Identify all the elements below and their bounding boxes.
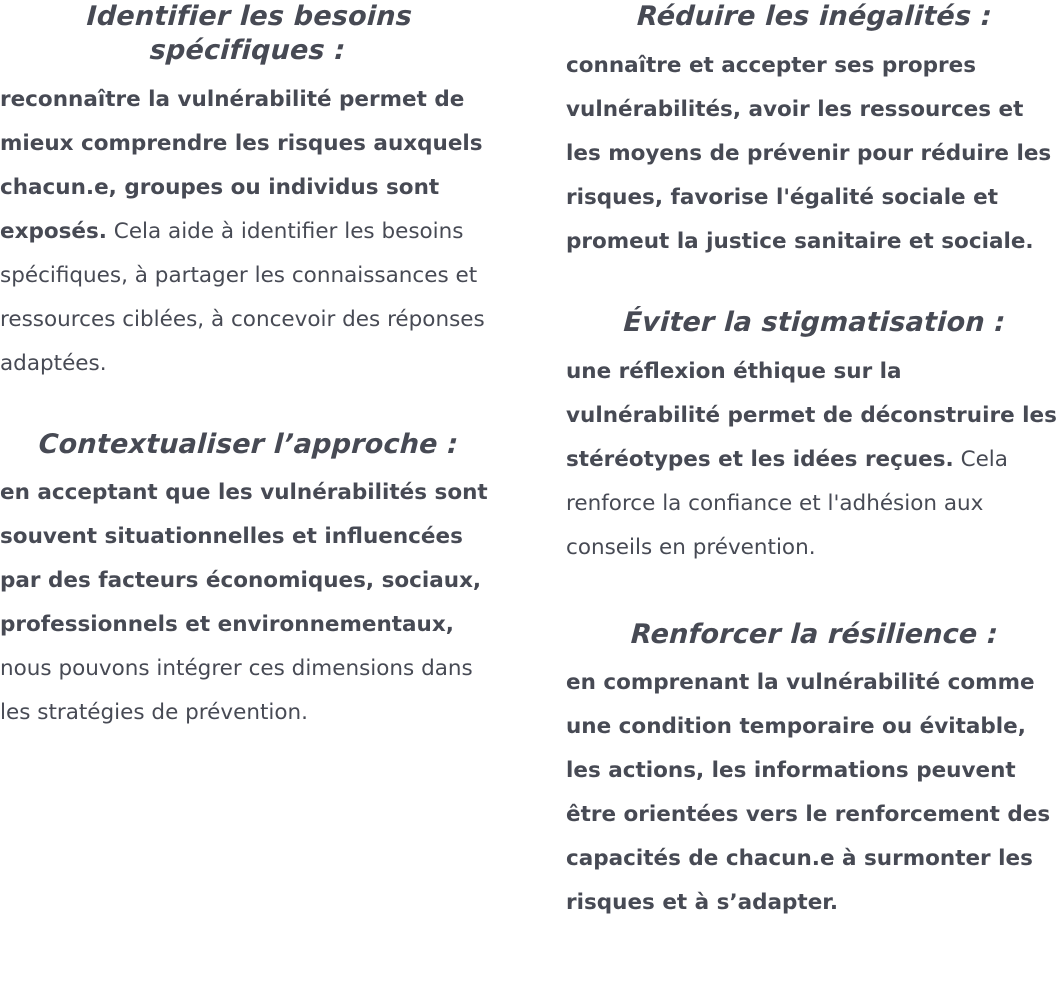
section-paragraph <box>0 471 497 735</box>
paragraph-regular-part: nous pouvons intégrer ces dimensions dans les stratégies de prévention. <box>0 656 473 726</box>
section-identifier-besoins <box>0 0 497 386</box>
section-paragraph <box>0 78 497 386</box>
section-heading: Renforcer la résilience : <box>630 618 999 650</box>
section-renforcer-resilience <box>566 618 1063 926</box>
paragraph-regular-part: Cela renforce la confiance et l'adhésion aux conseils en prévention. <box>566 446 1008 560</box>
paragraph-regular-part: Cela aide à identifier les besoins spécifiques, à partager les connaissances et ressources ciblées, à concevoir des réponses adaptées. <box>0 218 485 376</box>
section-paragraph <box>566 350 1063 570</box>
paragraph-bold-part: en acceptant que les vulnérabilités sont souvent situationnelles et influencées par des facteurs économiques, sociaux, professionnels et environnementaux, <box>0 480 488 638</box>
section-paragraph <box>566 661 1063 925</box>
section-reduire-inegalites <box>566 0 1063 264</box>
section-heading: Contextualiser l’approche : <box>37 428 460 460</box>
section-heading: Éviter la stigmatisation : <box>622 306 1007 338</box>
right-column <box>566 0 1063 925</box>
paragraph-bold-part: connaître et accepter ses propres vulnérabilités, avoir les ressources et les moyens de prévenir pour réduire les risques, favorise l'égalité sociale et promeut la justice sanitaire et sociale. <box>566 52 1052 254</box>
section-heading: Identifier les besoins spécifiques : <box>85 1 413 66</box>
paragraph-bold-part: reconnaître la vulnérabilité permet de mieux comprendre les risques auxquels chacun.e, groupes ou individus sont exposés. <box>0 86 483 244</box>
section-contextualiser-approche <box>0 428 497 736</box>
paragraph-bold-part: en comprenant la vulnérabilité comme une condition temporaire ou évitable, les actions, les informations peuvent être orientées vers le renforcement des capacités de chacun.e à surmonter les risques et à s’adapter. <box>566 670 1051 916</box>
paragraph-bold-part: une réflexion éthique sur la vulnérabilité permet de déconstruire les stéréotypes et les idées reçues. <box>566 358 1057 472</box>
section-heading: Réduire les inégalités : <box>636 1 993 32</box>
left-column <box>0 0 497 735</box>
section-paragraph <box>566 44 1063 264</box>
section-eviter-stigmatisation <box>566 306 1063 570</box>
